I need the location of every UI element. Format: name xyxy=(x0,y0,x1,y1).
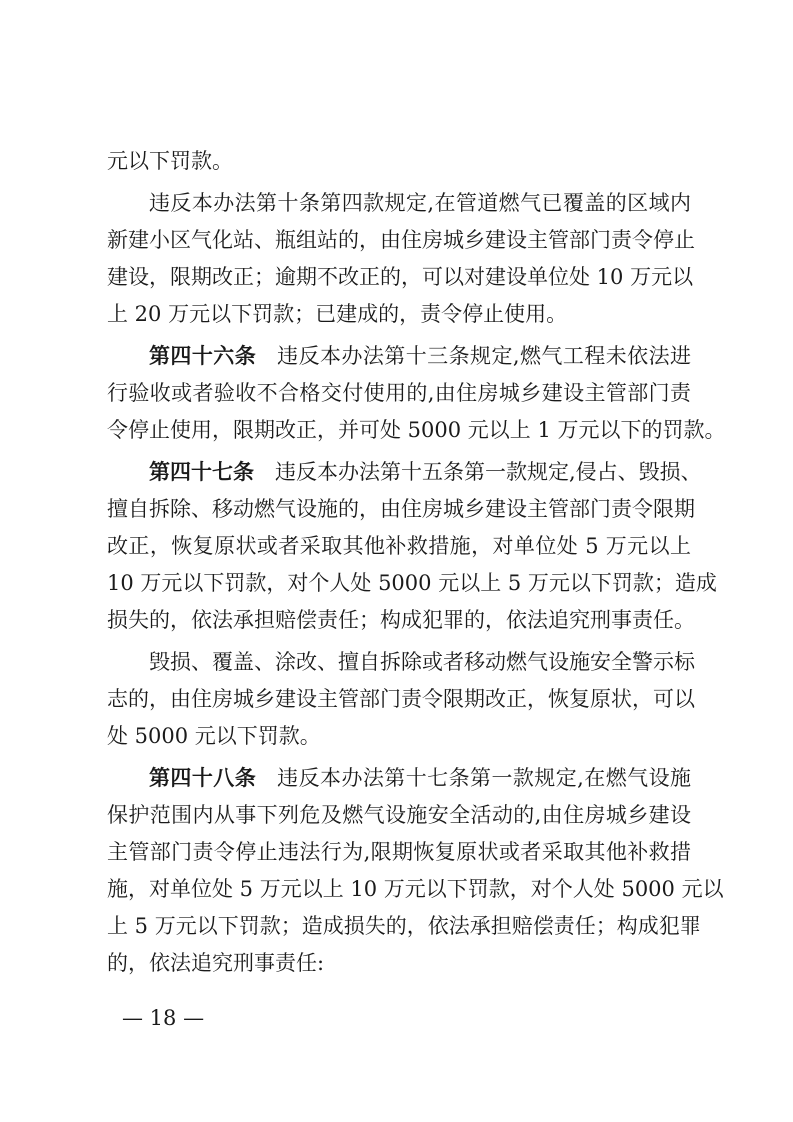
article-48-first-line xyxy=(149,761,691,795)
paragraph-line: 保护范围内从事下列危及燃气设施安全活动的,由住房城乡建设 xyxy=(107,803,691,827)
paragraph-line: 毁损、覆盖、涂改、擅自拆除或者移动燃气设施安全警示标 xyxy=(149,650,695,674)
paragraph-line: 令停止使用，限期改正，并可处 5000 元以上 1 万元以下的罚款。 xyxy=(107,418,726,442)
paragraph-line: 擅自拆除、移动燃气设施的，由住房城乡建设主管部门责令限期 xyxy=(107,497,695,521)
paragraph-line: 10 万元以下罚款，对个人处 5000 元以上 5 万元以下罚款；造成 xyxy=(107,571,717,595)
article-46-first-line xyxy=(149,339,691,373)
paragraph-line: 违反本办法第十条第四款规定,在管道燃气已覆盖的区域内 xyxy=(149,191,691,215)
paragraph-line: 上 20 万元以下罚款；已建成的，责令停止使用。 xyxy=(107,302,568,326)
paragraph-line: 志的，由住房城乡建设主管部门责令限期改正，恢复原状，可以 xyxy=(107,687,695,711)
article-text: 违反本办法第十七条第一款规定,在燃气设施 xyxy=(277,766,691,790)
paragraph-line: 上 5 万元以下罚款；造成损失的，依法承担赔偿责任；构成犯罪 xyxy=(107,914,701,938)
article-text: 违反本办法第十三条规定,燃气工程未依法进 xyxy=(277,344,691,368)
paragraph-line: 建设，限期改正；逾期不改正的，可以对建设单位处 10 万元以 xyxy=(107,265,694,289)
paragraph-line: 处 5000 元以下罚款。 xyxy=(107,724,321,748)
paragraph-line: 元以下罚款。 xyxy=(107,149,233,173)
paragraph-line: 主管部门责令停止违法行为,限期恢复原状或者采取其他补救措 xyxy=(107,840,691,864)
page-number: — 18 — xyxy=(122,1006,205,1030)
paragraph-line: 施，对单位处 5 万元以上 10 万元以下罚款，对个人处 5000 元以 xyxy=(107,877,724,901)
article-title: 第四十八条 xyxy=(149,766,257,790)
paragraph-line: 新建小区气化站、瓶组站的，由住房城乡建设主管部门责令停止 xyxy=(107,228,695,252)
article-title: 第四十七条 xyxy=(149,460,254,484)
article-title: 第四十六条 xyxy=(149,344,257,368)
article-text: 违反本办法第十五条第一款规定,侵占、毁损、 xyxy=(275,460,702,484)
article-47-first-line xyxy=(149,455,702,489)
paragraph-line: 损失的，依法承担赔偿责任；构成犯罪的，依法追究刑事责任。 xyxy=(107,608,695,632)
paragraph-line: 行验收或者验收不合格交付使用的,由住房城乡建设主管部门责 xyxy=(107,381,691,405)
paragraph-line: 改正，恢复原状或者采取其他补救措施，对单位处 5 万元以上 xyxy=(107,534,691,558)
paragraph-line: 的，依法追究刑事责任: xyxy=(107,951,325,975)
